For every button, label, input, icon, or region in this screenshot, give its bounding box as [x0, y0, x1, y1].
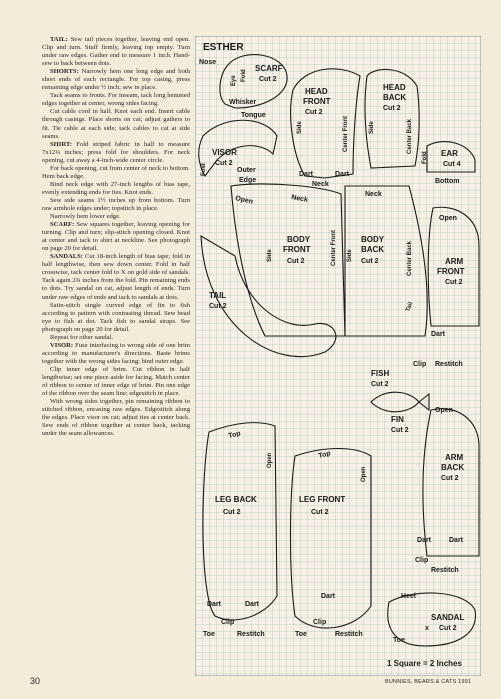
instruction-lead: VISOR:: [50, 341, 76, 349]
fold-label-ear: Fold: [422, 151, 428, 164]
nose-label: Nose: [199, 59, 217, 66]
body-front-label-2: FRONT: [283, 245, 311, 254]
dart-label-armback-2: Dart: [449, 537, 464, 544]
instruction-paragraph: [42, 108, 190, 140]
instruction-text: Fold striped fabric in half to measure 7x12¼ inches; press fold for shoulders. For neck opening, cut away a 4-inch-wide center circle.: [42, 140, 190, 164]
dart-label-armback: Dart: [417, 537, 432, 544]
instruction-paragraph: [42, 253, 190, 301]
dart-label-armfront: Dart: [431, 331, 446, 338]
open-label-bodyfront: Open: [234, 195, 254, 206]
instruction-paragraph: [42, 366, 190, 398]
body-front-label: BODY: [287, 235, 311, 244]
leg-front-label: LEG FRONT: [299, 495, 346, 504]
body-back-label: BODY: [361, 235, 385, 244]
instruction-text: For back opening, cut from center of neck to bottom. Hem back edge.: [42, 164, 190, 180]
ear-label: EAR: [441, 149, 458, 158]
instruction-lead: SHORTS:: [50, 68, 82, 76]
fold-label-visor: Fold: [201, 163, 207, 176]
pattern-grid-diagram: [195, 36, 481, 676]
toe-label-legback: Toe: [203, 631, 215, 638]
ear-cut-label: Cut 4: [443, 161, 461, 168]
instruction-paragraph: [42, 221, 190, 253]
instruction-paragraph: [42, 165, 190, 181]
head-back-label-2: BACK: [383, 93, 407, 102]
instruction-text: Narrowly hem lower edge.: [50, 213, 121, 221]
instruction-text: Clip inner edge of brim. Cut ribbon in half lengthwise; set one piece aside for facing. Match center of ribbon to center of inner edge of brim. Pin one edge of the ribbon over the seam line; edgestitch in place.: [42, 365, 190, 398]
side-label-headfront: Side: [297, 121, 303, 134]
clip-label-legback: Clip: [221, 619, 235, 626]
arm-back-label: ARM: [445, 453, 464, 462]
visor-cut-label: Cut 2: [215, 160, 233, 167]
eye-label: Eye: [231, 75, 237, 86]
head-back-cut-label: Cut 2: [383, 105, 401, 112]
restitch-label-legfront: Restitch: [335, 631, 363, 638]
arm-back-cut-label: Cut 2: [441, 475, 459, 482]
instruction-text: Cut cable cord in half. Knot each end. Insert cable through casings. Place shorts on cat; adjust gathers to fit. Tie cable at each side; tack cables to cat at side seams.: [42, 108, 190, 140]
instruction-paragraph: [42, 68, 190, 92]
instruction-paragraph: [42, 398, 190, 438]
fish-label: FISH: [371, 369, 390, 378]
scarf-cut-label: Cut 2: [259, 76, 277, 83]
instruction-text: With wrong sides together, pin remaining ribbon to stitched ribbon, encasing raw edges. Edgestitch along the edges. Place visor on cat; adjust ties at center back. Sew ends of ribbon together at center back, tacking under the seam allowances.: [42, 398, 190, 438]
top-label-legback: Top: [227, 430, 242, 440]
instruction-paragraph: [42, 334, 190, 342]
head-back-label: HEAD: [383, 83, 406, 92]
arm-front-cut-label: Cut 2: [445, 279, 463, 286]
instructions-column: [42, 36, 190, 676]
instruction-text: Sew tail pieces together, leaving end open. Clip and turn. Stuff firmly, leaving top empty. Turn under raw edges. Gather end to measure 1 inch. Hand-sew to back between dots.: [42, 36, 190, 68]
dart-label-headfront: Dart: [299, 171, 314, 178]
neck-label-bodyback: Neck: [365, 191, 382, 198]
scarf-label: SCARF: [255, 64, 283, 73]
restitch-label-armback: Restitch: [431, 567, 459, 574]
dart-label-legfront: Dart: [321, 593, 336, 600]
neck-label-body: Neck: [290, 194, 309, 204]
scale-note: 1 Square = 2 Inches: [387, 659, 462, 668]
instruction-lead: SCARF:: [50, 221, 77, 229]
heel-label: Heel: [401, 593, 416, 600]
fish-cut-label: Cut 2: [371, 381, 389, 388]
instruction-text: Fuse interfacing to wrong side of one brim according to manufacturer's directions. Baste brims together with the wrong sides facing; bind outer edge.: [42, 341, 190, 365]
leg-back-cut-label: Cut 2: [223, 509, 241, 516]
clip-label-legfront: Clip: [313, 619, 327, 626]
clip-label-armfront: Clip: [413, 361, 427, 368]
restitch-label-legback: Restitch: [237, 631, 265, 638]
center-front-label-body: Center Front: [331, 230, 337, 266]
instruction-paragraph: [42, 141, 190, 165]
toe-label-sandal: Toe: [393, 637, 405, 644]
instruction-text: Tack seams to fronts. For inseam, tack long hemmed edges together at center, wrong sides facing.: [42, 92, 190, 108]
leg-back-label: LEG BACK: [215, 495, 257, 504]
center-front-label-head: Center Front: [343, 116, 349, 152]
instruction-lead: SHIRT:: [50, 140, 77, 148]
tail-cut-label: Cut 2: [209, 303, 227, 310]
clip-label-armback: Clip: [415, 557, 429, 564]
sandal-label: SANDAL: [431, 613, 465, 622]
top-label-legfront: Top: [317, 450, 332, 460]
leg-front-cut-label: Cut 2: [311, 509, 329, 516]
restitch-label-armfront: Restitch: [435, 361, 463, 368]
tail-side-label: Tail: [405, 301, 415, 313]
head-front-cut-label: Cut 2: [305, 109, 323, 116]
toe-label-legfront: Toe: [295, 631, 307, 638]
pattern-title: ESTHER: [203, 42, 244, 53]
open-label-legfront: Open: [361, 466, 367, 482]
head-front-label-2: FRONT: [303, 97, 331, 106]
instruction-paragraph: [42, 92, 190, 108]
body-back-cut-label: Cut 2: [361, 258, 379, 265]
center-back-label-body: Center Back: [407, 240, 413, 276]
fin-cut-label: Cut 2: [391, 427, 409, 434]
instruction-paragraph: [42, 36, 190, 68]
sandal-cut-label: Cut 2: [439, 625, 457, 632]
instruction-lead: TAIL:: [50, 36, 71, 43]
page-number: 30: [30, 676, 41, 686]
dart-label-legback: Dart: [207, 601, 222, 608]
fin-label: FIN: [391, 415, 404, 424]
neck-label-head: Neck: [312, 181, 329, 188]
arm-front-label-2: FRONT: [437, 267, 465, 276]
side-label-headback: Side: [369, 121, 375, 134]
instruction-lead: SANDALS:: [50, 253, 85, 261]
instruction-text: Satin-stitch single curved edge of fin to fish according to pattern with contrasting thread. Sew bead eye to fish at dot. Tack fish to sandal straps. See photograph on page 20 for detail.: [42, 301, 190, 333]
open-label-armback: Open: [435, 407, 453, 414]
instruction-text: Cut 18-inch length of bias tape; fold in half lengthwise, then sew down center. Fold in half crosswise, tack center fold to X on gold side of sandals. Tack again 2¾ inches from the fold. Pin remaining ends to dots. Try sandal on cat, adjust length of ends. Turn under raw edges of ends and tack to sandals at dots.: [42, 253, 190, 301]
body-back-label-2: BACK: [361, 245, 385, 254]
instruction-text: Sew side seams 1½ inches up from bottom. Turn raw armhole edges under; topstitch in place.: [42, 196, 190, 212]
instruction-paragraph: [42, 181, 190, 197]
fold-label-scarf: Fold: [241, 69, 247, 82]
instruction-paragraph: [42, 342, 190, 366]
open-label-armfront: Open: [439, 215, 457, 222]
body-front-cut-label: Cut 2: [287, 258, 305, 265]
instruction-text: Sew squares together, leaving opening for turning. Clip and turn; slip-stitch opening closed. Knot at center and tack to shirt at neckline. See photograph on page 20 for detail.: [42, 221, 190, 253]
x-mark-label: x: [425, 625, 429, 632]
instruction-text: Narrowly hem one long edge and both short ends of each rectangle. For top casing, press remaining edge under ½ inch; sew in place.: [42, 68, 190, 92]
bottom-label: Bottom: [435, 178, 460, 185]
instruction-paragraph: [42, 197, 190, 213]
tongue-label: Tongue: [241, 112, 266, 119]
head-front-label: HEAD: [305, 87, 328, 96]
footer-credit: BUNNIES, BEARS & CATS 1991: [385, 679, 472, 685]
side-label-bodyback: Side: [347, 249, 353, 262]
outer-edge-label-2: Edge: [239, 177, 257, 184]
arm-front-label: ARM: [445, 257, 464, 266]
dart-label-headfront-2: Dart: [335, 171, 350, 178]
side-label-bodyfront: Side: [267, 249, 273, 262]
instruction-text: Bind neck edge with 27-inch lengths of bias tape, evenly extending ends for ties. Knot ends.: [42, 180, 190, 196]
open-label-legback: Open: [267, 452, 273, 468]
tail-label: TAIL: [209, 291, 227, 300]
outer-edge-label: Outer: [237, 167, 256, 174]
instruction-paragraph: [42, 213, 190, 221]
instruction-paragraph: [42, 302, 190, 334]
dart-label-legback-2: Dart: [245, 601, 260, 608]
instruction-text: Repeat for other sandal.: [50, 333, 113, 341]
whisker-label: Whisker: [229, 99, 257, 106]
center-back-label-head: Center Back: [407, 118, 413, 154]
arm-back-label-2: BACK: [441, 463, 465, 472]
visor-label: VISOR: [212, 148, 237, 157]
